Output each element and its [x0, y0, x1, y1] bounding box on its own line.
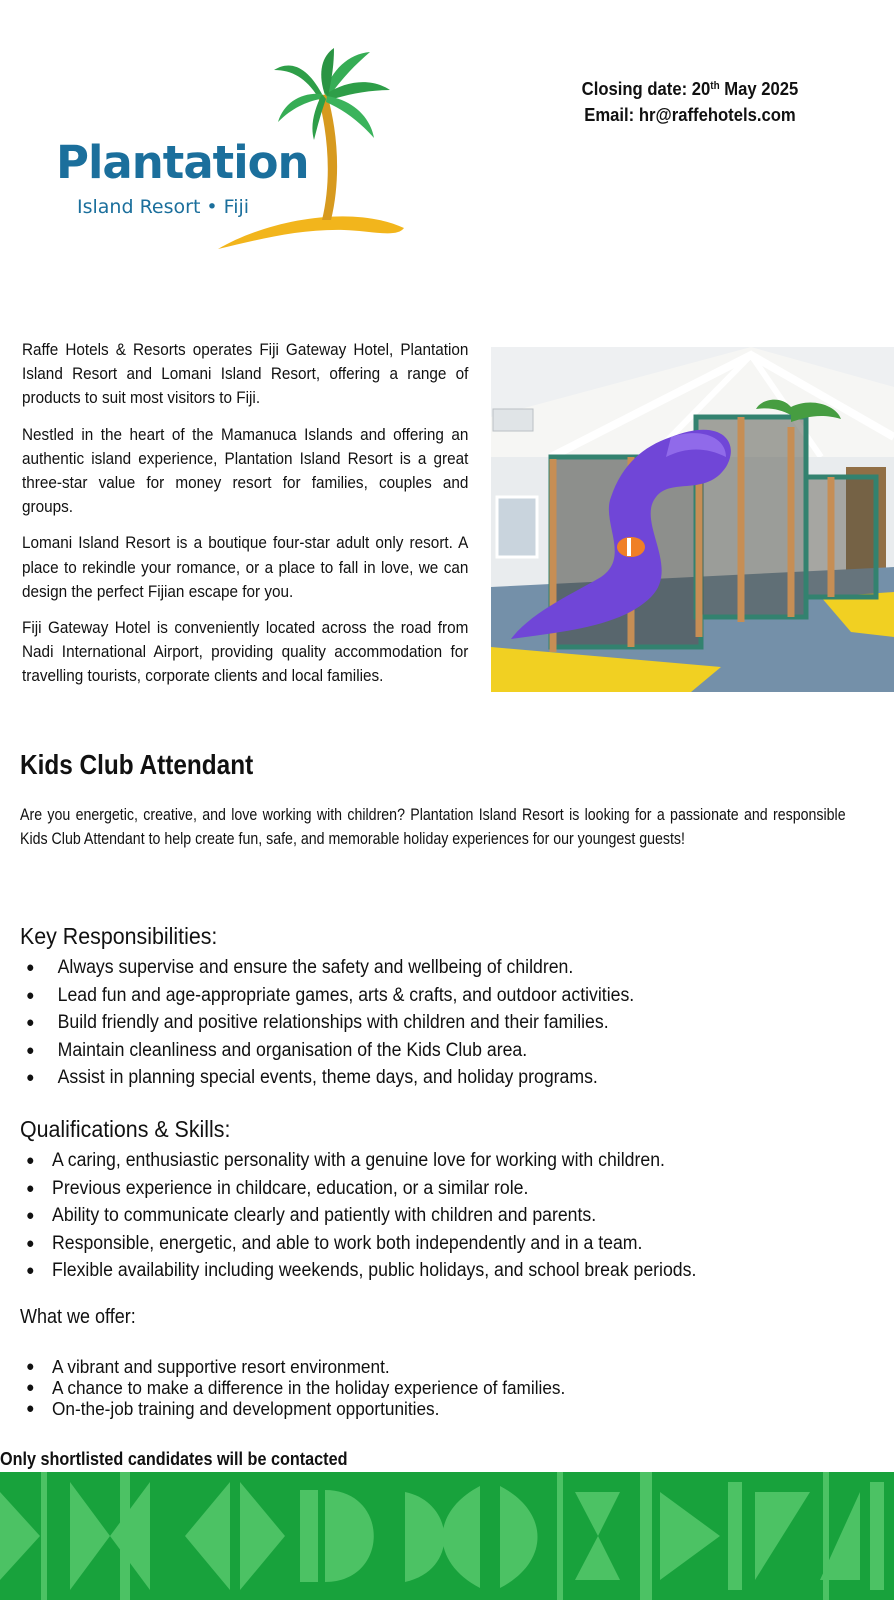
job-title: Kids Club Attendant	[20, 749, 254, 780]
resort-logo	[52, 44, 412, 259]
qualifications-heading: Qualifications & Skills:	[20, 1116, 231, 1142]
list-item: ● Previous experience in childcare, education, or a similar role.	[26, 1175, 696, 1203]
offer-heading: What we offer:	[20, 1306, 136, 1328]
list-item: ● Always supervise and ensure the safety and wellbeing of children.	[26, 954, 634, 982]
list-item: ● Build friendly and positive relationships with children and their families.	[26, 1009, 634, 1037]
list-item: ● A vibrant and supportive resort environment.	[26, 1356, 390, 1377]
list-item: ● Ability to communicate clearly and patiently with children and parents.	[26, 1202, 696, 1230]
logo-subtitle: Island Resort • Fiji	[77, 196, 250, 218]
list-item: ● Assist in planning special events, theme days, and holiday programs.	[26, 1064, 634, 1092]
intro-paragraph: Fiji Gateway Hotel is conveniently located across the road from Nadi International Airport, providing quality accommodation for travelling tourists, corporate clients and local families.	[22, 618, 469, 686]
list-item: ● A chance to make a difference in the holiday experience of families.	[26, 1377, 566, 1398]
bullet-icon: ●	[26, 986, 35, 1004]
kids-club-photo	[491, 347, 894, 692]
intro-text	[22, 338, 468, 701]
shortlist-note: Only shortlisted candidates will be contacted	[0, 1449, 348, 1469]
bullet-icon: ●	[26, 1400, 35, 1417]
intro-paragraph: Nestled in the heart of the Mamanuca Islands and offering an authentic island experience, Plantation Island Resort is a great three-star value for money resort for families, couples and groups.	[22, 424, 469, 517]
decorative-banner	[0, 1472, 894, 1600]
bullet-icon: ●	[26, 1234, 35, 1252]
bullet-icon: ●	[26, 1014, 35, 1031]
list-item: ● Responsible, energetic, and able to work both independently and in a team.	[26, 1230, 696, 1258]
bullet-icon: ●	[26, 1069, 35, 1086]
responsibilities-list	[26, 954, 634, 1092]
bullet-icon: ●	[26, 1262, 35, 1279]
bullet-icon: ●	[26, 1379, 35, 1396]
intro-paragraph: Lomani Island Resort is a boutique four-star adult only resort. A place to rekindle your romance, or a place to fall in love, we can design the perfect Fijian escape for you.	[22, 533, 469, 601]
responsibilities-heading: Key Responsibilities:	[20, 923, 218, 949]
list-item: ● A caring, enthusiastic personality with a genuine love for working with children.	[26, 1147, 696, 1175]
bullet-icon: ●	[26, 1207, 35, 1224]
list-item: ● Lead fun and age-appropriate games, arts & crafts, and outdoor activities.	[26, 982, 634, 1010]
bullet-icon: ●	[26, 1179, 35, 1197]
contact-email: Email: hr@raffehotels.com	[584, 104, 796, 125]
bullet-icon: ●	[26, 1041, 35, 1059]
qualifications-list	[26, 1147, 696, 1285]
bullet-icon: ●	[26, 959, 35, 976]
list-item: ● Maintain cleanliness and organisation of the Kids Club area.	[26, 1037, 634, 1065]
logo-title: Plantation	[56, 136, 309, 189]
closing-date: Closing date: 20th May 2025	[581, 78, 799, 99]
bullet-icon: ●	[26, 1358, 35, 1375]
offer-list	[26, 1356, 565, 1419]
list-item: ● Flexible availability including weekends, public holidays, and school break periods.	[26, 1257, 696, 1285]
list-item: ● On-the-job training and development opportunities.	[26, 1398, 440, 1419]
closing-info	[519, 76, 861, 128]
intro-paragraph: Raffe Hotels & Resorts operates Fiji Gateway Hotel, Plantation Island Resort and Lomani Island Resort, offering a range of products to suit most visitors to Fiji.	[22, 340, 469, 408]
bullet-icon: ●	[26, 1152, 35, 1169]
job-description: Are you energetic, creative, and love working with children? Plantation Island Resort is looking for a passionate and responsible Kids Club Attendant to help create fun, safe, and memorable holiday experiences for our youngest guests!	[20, 806, 846, 848]
